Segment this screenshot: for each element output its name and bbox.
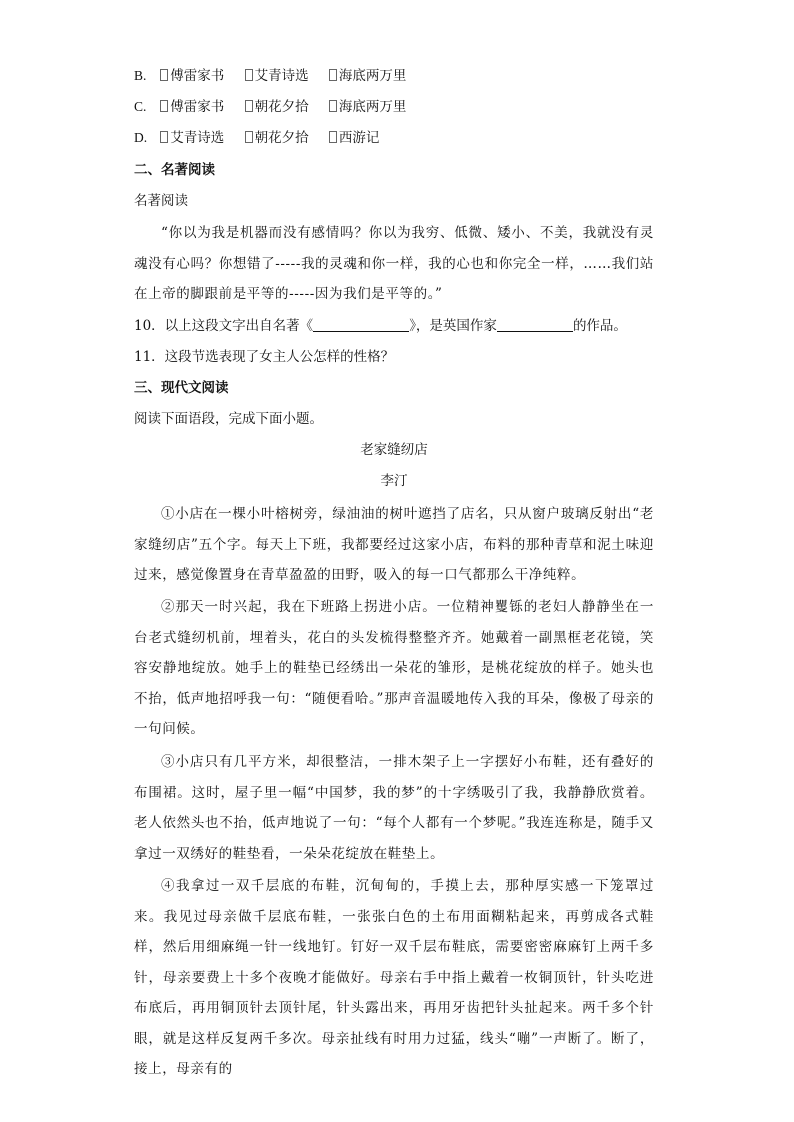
option-item: 傅雷家书 <box>160 97 224 117</box>
option-item: 西游记 <box>329 128 380 148</box>
option-b <box>134 66 422 86</box>
article-author: 李汀 <box>380 473 408 489</box>
checkbox-icon <box>245 69 253 81</box>
option-d <box>134 128 395 148</box>
article-paragraph: ①小店在一棵小叶榕树旁，绿油油的树叶遮挡了店名，只从窗户玻璃反射出“老家缝纫店”五个字。每天上下班，我都要经过这家小店，布料的那种青草和泥土味迎过来，感觉像置身在青草盈盈的田野，吸入的每一口气都那么干净纯粹。 <box>134 506 654 583</box>
checkbox-icon <box>329 131 337 143</box>
option-item: 傅雷家书 <box>160 66 224 86</box>
section-heading: 三、现代文阅读 <box>134 380 229 396</box>
checkbox-icon <box>245 100 253 112</box>
option-item: 艾青诗选 <box>160 128 224 148</box>
option-item: 朝花夕拾 <box>245 97 309 117</box>
answer-blank[interactable] <box>313 317 409 332</box>
section-heading: 二、名著阅读 <box>134 162 215 178</box>
checkbox-icon <box>160 69 168 81</box>
article-paragraph: ②那天一时兴起，我在下班路上拐进小店。一位精神矍铄的老妇人静静坐在一台老式缝纫机前，埋着头，花白的头发梳得整整齐齐。她戴着一副黑框老花镜，笑容安静地绽放。她手上的鞋垫已经绣出一朵花的雏形，是桃花绽放的样子。她头也不抬，低声地招呼我一句：“随便看哈。”那声音温暖地传入我的耳朵，像极了母亲的一句问候。 <box>134 599 654 737</box>
option-item: 朝花夕拾 <box>245 128 309 148</box>
article-paragraph: ③小店只有几平方米，却很整洁，一排木架子上一字摆好小布鞋，还有叠好的布围裙。这时，屋子里一幅“中国梦，我的梦”的十字绣吸引了我，我静静欣赏着。老人依然头也不抬，低声地说了一句：“每个人都有一个梦呢。”我连连称是，随手又拿过一双绣好的鞋垫看，一朵朵花绽放在鞋垫上。 <box>134 754 654 862</box>
checkbox-icon <box>329 69 337 81</box>
option-letter: B. <box>134 68 147 83</box>
option-item: 艾青诗选 <box>245 66 309 86</box>
article-paragraph: ④我拿过一双千层底的布鞋，沉甸甸的，手摸上去，那种厚实感一下笼罩过来。我见过母亲做千层底布鞋，一张张白色的土布用面糊粘起来，再剪成各式鞋样，然后用细麻绳一针一线地钉。钉好一双千层布鞋底，需要密密麻麻钉上两千多针，母亲要费上十多个夜晚才能做好。母亲右手中指上戴着一枚铜顶针，针头吃进布底后，再用铜顶针去顶针尾，针头露出来，再用牙齿把针头扯起来。两千多个针眼，就是这样反复两千多次。母亲扯线有时用力过猛，线头“嘣”一声断了。断了，接上，母亲有的 <box>134 878 654 1077</box>
option-item: 海底两万里 <box>329 66 407 86</box>
answer-blank[interactable] <box>497 317 573 332</box>
instruction-text: 阅读下面语段，完成下面小题。 <box>134 411 323 427</box>
option-letter: C. <box>134 99 147 114</box>
quote-paragraph: “你以为我是机器而没有感情吗？你以为我穷、低微、矮小、不美，我就没有灵魂没有心吗？你想错了-----我的灵魂和你一样，我的心也和你完全一样，……我们站在上帝的脚跟前是平等的-----因为我们是平等的。” <box>134 225 654 302</box>
checkbox-icon <box>160 131 168 143</box>
checkbox-icon <box>245 131 253 143</box>
article-title: 老家缝纫店 <box>360 442 428 458</box>
checkbox-icon <box>329 100 337 112</box>
option-item: 海底两万里 <box>329 97 407 117</box>
option-c <box>134 97 422 117</box>
question-11: 11．这段节选表现了女主人公怎样的性格？ <box>134 349 395 365</box>
question-10: 10．以上这段文字出自名著《 》，是英国作家 的作品。 <box>134 318 627 334</box>
section-subtitle: 名著阅读 <box>134 193 188 209</box>
option-letter: D. <box>134 130 148 145</box>
checkbox-icon <box>160 100 168 112</box>
